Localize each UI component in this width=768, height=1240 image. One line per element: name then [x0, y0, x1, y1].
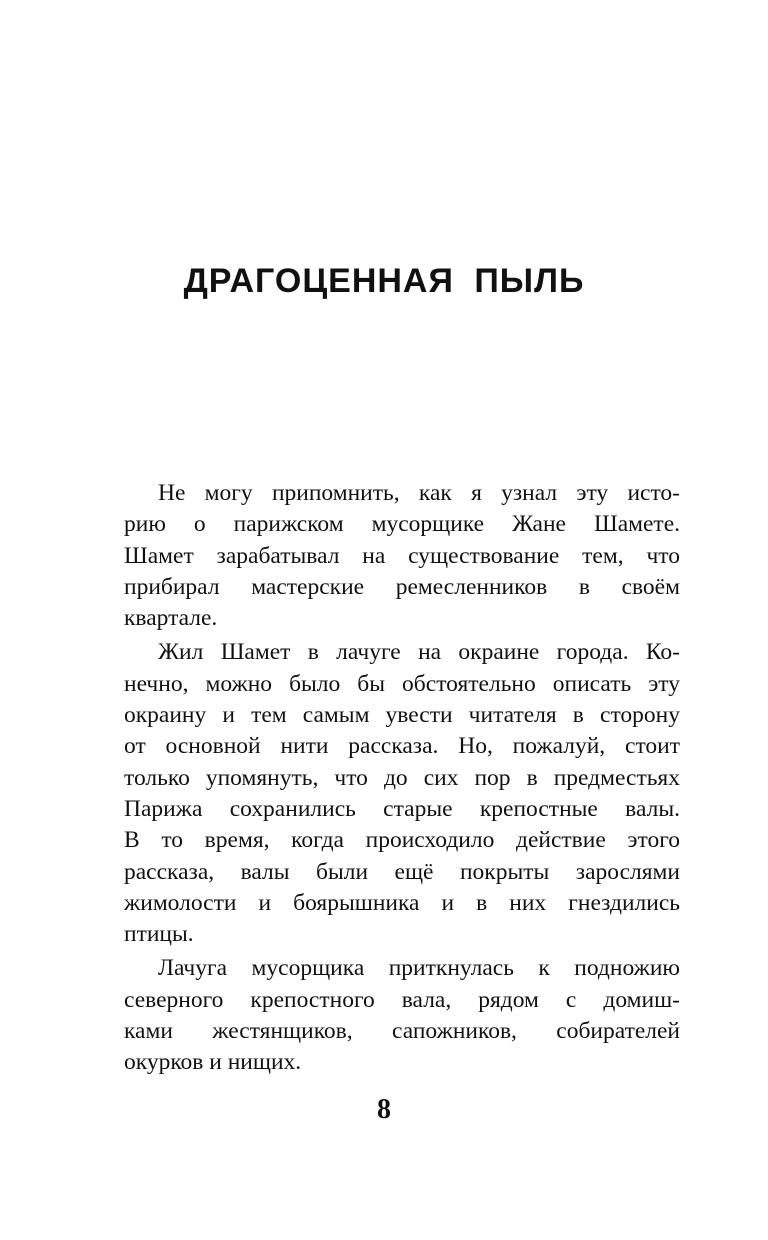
text-line: северного крепостного вала, рядом с домиш- — [124, 986, 680, 1013]
text-line: окурков и нищих. — [124, 1049, 302, 1076]
text-line: жимолости и боярышника и в них гнездились — [124, 889, 680, 916]
text-line: Шамет зарабатывал на существование тем, что — [124, 542, 680, 569]
text-line: Лачуга мусорщика приткнулась к подножию — [158, 955, 680, 982]
text-line: нечно, можно было бы обстоятельно описать эту — [124, 670, 680, 697]
text-line: от основной нити рассказа. Но, пожалуй, стоит — [124, 733, 680, 760]
paragraph — [124, 478, 680, 634]
chapter-title: ДРАГОЦЕННАЯ ПЫЛЬ — [183, 262, 585, 300]
text-line: рию о парижском мусорщике Жане Шамете. — [124, 511, 680, 538]
page-number: 8 — [377, 1094, 391, 1125]
body-text — [124, 478, 680, 1079]
text-line: ками жестянщиков, сапожников, собирателей — [124, 1018, 680, 1045]
text-line: квартале. — [124, 605, 218, 632]
text-line: прибирал мастерские ремесленников в своём — [124, 573, 680, 600]
text-line: рассказа, валы были ещё покрыты зарослями — [124, 858, 680, 885]
paragraph — [124, 637, 680, 950]
paragraph — [124, 953, 680, 1078]
text-line: только упомянуть, что до сих пор в предместьях — [124, 764, 680, 791]
text-line: Не могу припомнить, как я узнал эту исто- — [158, 480, 680, 506]
text-line: окраину и тем самым увести читателя в сторону — [124, 702, 680, 729]
text-line: Парижа сохранились старые крепостные валы. — [124, 795, 680, 822]
text-line: В то время, когда происходило действие этого — [124, 827, 680, 854]
text-line: Жил Шамет в лачуге на окраине города. Ко- — [158, 639, 680, 666]
text-line: птицы. — [124, 921, 194, 948]
